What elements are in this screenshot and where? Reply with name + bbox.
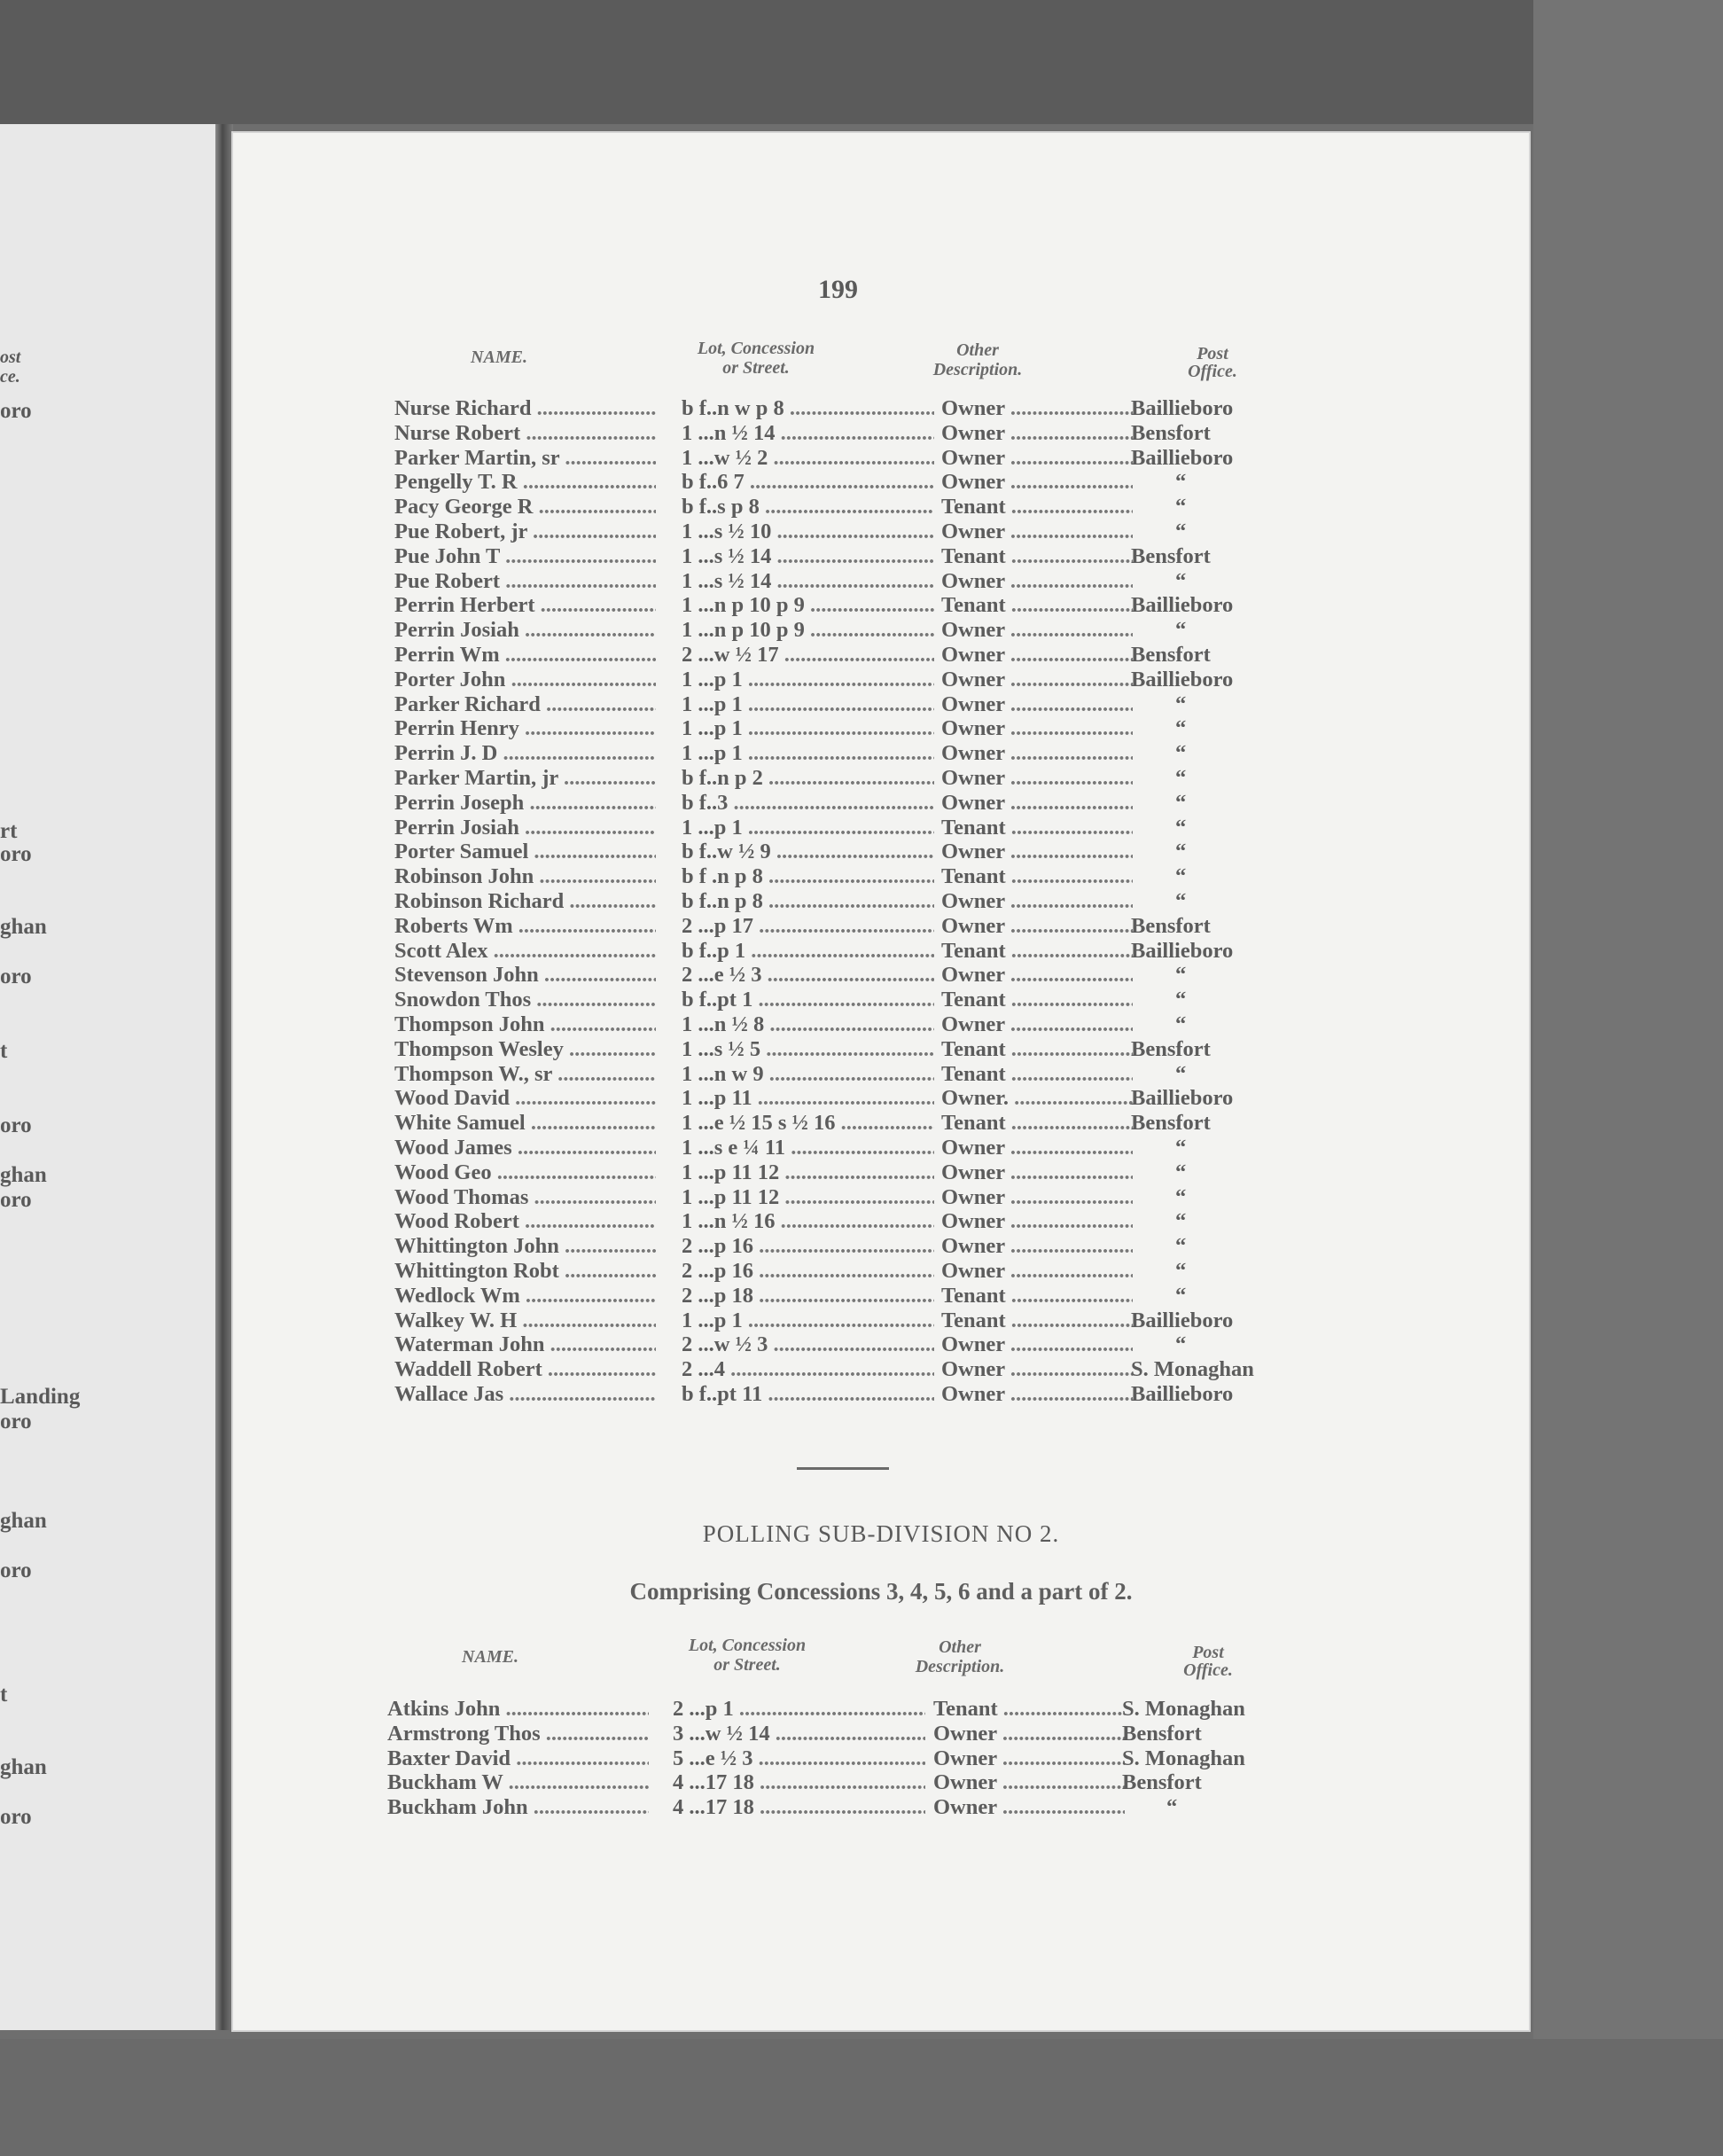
lot-concession: b f..n p 2 .....: [682, 766, 934, 791]
voter-name: Parker Martin, jr .....: [394, 766, 656, 791]
voter-name: Parker Richard .....: [394, 692, 656, 717]
voter-name: Wood James .....: [394, 1136, 656, 1160]
lot-concession: 1 ...n p 10 p 9 .....: [682, 618, 934, 643]
post-office: “: [1175, 1283, 1187, 1308]
description: Owner .....: [941, 692, 1133, 717]
description: Owner .....: [941, 914, 1133, 939]
post-office: Bensfort: [1131, 1111, 1211, 1136]
voter-row: [233, 569, 1529, 594]
left-page-text-fragment: t: [0, 1683, 8, 1707]
post-office: “: [1175, 691, 1187, 716]
voter-name: Wood Robert .....: [394, 1209, 656, 1234]
section-divider: [797, 1467, 889, 1470]
description: Owner .....: [941, 1012, 1133, 1037]
lot-concession: 1 ...s ½ 10 .....: [682, 519, 934, 544]
post-office: “: [1175, 470, 1187, 495]
post-office: “: [1175, 766, 1187, 790]
header-lot-line2: or Street.: [713, 1655, 781, 1675]
left-page-text-fragment: ghan: [0, 915, 47, 939]
description: Owner .....: [941, 766, 1133, 791]
lot-concession: 2 ...e ½ 3 .....: [682, 963, 934, 988]
description: Owner .....: [941, 1160, 1133, 1185]
voter-name: Scott Alex .....: [394, 939, 656, 964]
voter-row: [233, 791, 1529, 816]
lot-concession: 1 ...s ½ 5 .....: [682, 1037, 934, 1062]
description: Owner .....: [941, 840, 1133, 864]
post-office: Bensfort: [1131, 543, 1211, 568]
header-lot-line2: or Street.: [722, 358, 790, 378]
lot-concession: 1 ...n ½ 14 .....: [682, 421, 934, 446]
voter-row: [233, 1111, 1529, 1136]
post-office: Baillieboro: [1131, 1086, 1234, 1111]
voter-name: Perrin Josiah .....: [394, 816, 656, 840]
post-office: S. Monaghan: [1122, 1697, 1245, 1721]
voter-row: [233, 1382, 1529, 1407]
lot-concession: 1 ...p 1 .....: [682, 692, 934, 717]
lot-concession: b f..pt 11 .....: [682, 1382, 934, 1407]
voter-name: Buckham John .....: [387, 1795, 649, 1820]
post-office: “: [1175, 519, 1187, 543]
header-lot-line1: Lot, Concession: [697, 339, 815, 358]
left-page-text-fragment: oro: [0, 842, 32, 866]
post-office: Bensfort: [1122, 1770, 1202, 1795]
left-page-text-fragment: oro: [0, 1113, 32, 1137]
voter-row: [233, 1746, 1529, 1771]
voter-row: [233, 1037, 1529, 1062]
header-name: NAME.: [471, 348, 527, 367]
header-lot-line1: Lot, Concession: [688, 1636, 807, 1655]
post-office: “: [1175, 963, 1187, 988]
header-name: NAME.: [462, 1647, 518, 1667]
lot-concession: 1 ...p 1 .....: [682, 741, 934, 766]
lot-concession: 2 ...4 .....: [682, 1357, 934, 1382]
description: Owner .....: [933, 1722, 1125, 1746]
lot-concession: b f..p 1 .....: [682, 939, 934, 964]
left-page-text-fragment: ghan: [0, 1163, 47, 1187]
voter-row: [233, 816, 1529, 840]
post-office: “: [1175, 716, 1187, 741]
post-office: S. Monaghan: [1131, 1357, 1254, 1382]
post-office: Baillieboro: [1131, 593, 1234, 618]
description: Owner .....: [941, 396, 1133, 421]
voter-row: [233, 1012, 1529, 1037]
section-title: POLLING SUB-DIVISION NO 2.: [702, 1520, 1060, 1547]
post-office: “: [1175, 1259, 1187, 1283]
left-page-text-fragment: ost: [0, 348, 21, 367]
description: Owner .....: [941, 1357, 1133, 1382]
header-desc-line1: Other: [956, 340, 999, 360]
description: Owner .....: [941, 643, 1133, 668]
voter-row: [233, 1062, 1529, 1087]
voter-row: [233, 446, 1529, 471]
register-page: [233, 133, 1529, 2030]
lot-concession: b f .n p 8 .....: [682, 864, 934, 889]
lot-concession: 1 ...s ½ 14 .....: [682, 569, 934, 594]
voter-name: Snowdon Thos .....: [394, 988, 656, 1012]
description: Owner .....: [941, 791, 1133, 816]
page-number: 199: [818, 275, 858, 304]
description: Tenant .....: [941, 495, 1133, 519]
left-page-text-fragment: ghan: [0, 1509, 47, 1533]
voter-name: Roberts Wm .....: [394, 914, 656, 939]
description: Tenant .....: [941, 816, 1133, 840]
description: Owner .....: [941, 1382, 1133, 1407]
post-office: Baillieboro: [1131, 445, 1234, 470]
description: Tenant .....: [941, 1111, 1133, 1136]
description: Owner .....: [941, 741, 1133, 766]
voter-name: Perrin Josiah .....: [394, 618, 656, 643]
voter-row: [233, 1284, 1529, 1308]
description: Owner .....: [941, 1185, 1133, 1210]
left-page-text-fragment: t: [0, 1039, 8, 1063]
book-gutter: [215, 124, 233, 2030]
description: Owner .....: [941, 1234, 1133, 1259]
description: Tenant .....: [941, 988, 1133, 1012]
voter-name: Buckham W .....: [387, 1770, 649, 1795]
voter-name: Porter John .....: [394, 668, 656, 692]
lot-concession: 5 ...e ½ 3 .....: [673, 1746, 925, 1771]
lot-concession: 1 ...s e ¼ 11 .....: [682, 1136, 934, 1160]
voter-row: [233, 544, 1529, 569]
scanner-right-border: [1533, 0, 1723, 2156]
left-page-text-fragment: oro: [0, 1558, 32, 1582]
description: Owner .....: [941, 569, 1133, 594]
post-office: “: [1175, 1136, 1187, 1160]
description: Owner .....: [933, 1770, 1125, 1795]
voter-row: [233, 1722, 1529, 1746]
section-subtitle: Comprising Concessions 3, 4, 5, 6 and a part of 2.: [629, 1578, 1133, 1605]
lot-concession: 1 ...e ½ 15 s ½ 16 .....: [682, 1111, 934, 1136]
lot-concession: 4 ...17 18 .....: [673, 1795, 925, 1820]
lot-concession: 1 ...n p 10 p 9 .....: [682, 593, 934, 618]
description: Owner .....: [933, 1795, 1125, 1820]
voter-name: Wallace Jas .....: [394, 1382, 656, 1407]
post-office: “: [1175, 741, 1187, 766]
header-desc-line2: Description.: [932, 360, 1023, 379]
voter-row: [233, 963, 1529, 988]
voter-row: [233, 1795, 1529, 1820]
post-office: Baillieboro: [1131, 1308, 1234, 1332]
voter-name: Robinson John .....: [394, 864, 656, 889]
voter-row: [233, 668, 1529, 692]
post-office: Baillieboro: [1131, 396, 1234, 420]
description: Owner .....: [933, 1746, 1125, 1771]
voter-name: Pue John T .....: [394, 544, 656, 569]
voter-name: Perrin Henry .....: [394, 716, 656, 741]
header-post-line2: Office.: [1188, 362, 1237, 381]
lot-concession: b f..6 7 .....: [682, 470, 934, 495]
post-office: S. Monaghan: [1122, 1746, 1245, 1770]
voter-row: [233, 889, 1529, 914]
lot-concession: 2 ...p 17 .....: [682, 914, 934, 939]
voter-row: [233, 421, 1529, 446]
left-page-text-fragment: ce.: [0, 367, 20, 387]
voter-row: [233, 643, 1529, 668]
lot-concession: 1 ...p 11 12 .....: [682, 1185, 934, 1210]
left-page-text-fragment: oro: [0, 1805, 32, 1829]
voter-row: [233, 1234, 1529, 1259]
post-office: Bensfort: [1131, 1036, 1211, 1061]
post-office: “: [1175, 1184, 1187, 1209]
voter-name: Walkey W. H .....: [394, 1308, 656, 1333]
post-office: “: [1175, 864, 1187, 889]
post-office: “: [1175, 889, 1187, 913]
voter-name: Perrin Herbert .....: [394, 593, 656, 618]
post-office: “: [1175, 568, 1187, 593]
scanner-bottom-border: [0, 2039, 1723, 2156]
description: Owner .....: [941, 618, 1133, 643]
description: Tenant .....: [941, 1308, 1133, 1333]
lot-concession: b f..3 .....: [682, 791, 934, 816]
post-office: Bensfort: [1131, 643, 1211, 667]
post-office: “: [1175, 1332, 1187, 1357]
post-office: “: [1175, 1234, 1187, 1259]
left-page-text-fragment: oro: [0, 1410, 32, 1433]
description: Owner .....: [941, 889, 1133, 914]
voter-name: Stevenson John .....: [394, 963, 656, 988]
post-office: Bensfort: [1122, 1721, 1202, 1746]
voter-name: Armstrong Thos .....: [387, 1722, 649, 1746]
lot-concession: 1 ...w ½ 2 .....: [682, 446, 934, 471]
lot-concession: 2 ...w ½ 3 .....: [682, 1332, 934, 1357]
voter-row: [233, 741, 1529, 766]
post-office: “: [1175, 840, 1187, 864]
voter-row: [233, 495, 1529, 519]
voter-name: Perrin J. D .....: [394, 741, 656, 766]
left-page-text-fragment: ghan: [0, 1755, 47, 1779]
voter-name: Atkins John .....: [387, 1697, 649, 1722]
voter-name: Pacy George R .....: [394, 495, 656, 519]
description: Tenant .....: [941, 1062, 1133, 1087]
post-office: Bensfort: [1131, 420, 1211, 445]
voter-row: [233, 1160, 1529, 1185]
voter-name: Thompson W., sr .....: [394, 1062, 656, 1087]
voter-name: Pue Robert .....: [394, 569, 656, 594]
voter-row: [233, 716, 1529, 741]
voter-row: [233, 1770, 1529, 1795]
voter-name: Wood David .....: [394, 1086, 656, 1111]
voter-row: [233, 864, 1529, 889]
voter-row: [233, 593, 1529, 618]
post-office: “: [1175, 1209, 1187, 1234]
voter-name: Wedlock Wm .....: [394, 1284, 656, 1308]
lot-concession: 1 ...p 1 .....: [682, 716, 934, 741]
description: Owner .....: [941, 446, 1133, 471]
post-office: “: [1175, 988, 1187, 1012]
lot-concession: b f..n w p 8 .....: [682, 396, 934, 421]
lot-concession: 1 ...n ½ 16 .....: [682, 1209, 934, 1234]
lot-concession: b f..s p 8 .....: [682, 495, 934, 519]
post-office: Baillieboro: [1131, 938, 1234, 963]
lot-concession: b f..w ½ 9 .....: [682, 840, 934, 864]
lot-concession: 1 ...p 1 .....: [682, 1308, 934, 1333]
voter-name: Wood Geo .....: [394, 1160, 656, 1185]
voter-name: Pue Robert, jr .....: [394, 519, 656, 544]
voter-row: [233, 618, 1529, 643]
voter-name: White Samuel .....: [394, 1111, 656, 1136]
voter-name: Perrin Joseph .....: [394, 791, 656, 816]
header-desc-line2: Description.: [915, 1657, 1005, 1676]
post-office: “: [1175, 495, 1187, 519]
description: Owner .....: [941, 963, 1133, 988]
scanner-top-border: [0, 0, 1723, 124]
voter-name: Whittington John .....: [394, 1234, 656, 1259]
post-office: Baillieboro: [1131, 667, 1234, 691]
description: Owner .....: [941, 668, 1133, 692]
voter-name: Whittington Robt .....: [394, 1259, 656, 1284]
lot-concession: 2 ...w ½ 17 .....: [682, 643, 934, 668]
lot-concession: 2 ...p 1 .....: [673, 1697, 925, 1722]
post-office: “: [1166, 1795, 1178, 1820]
lot-concession: 2 ...p 16 .....: [682, 1259, 934, 1284]
voter-row: [233, 1332, 1529, 1357]
voter-row: [233, 1209, 1529, 1234]
lot-concession: 1 ...p 11 12 .....: [682, 1160, 934, 1185]
post-office: “: [1175, 1160, 1187, 1184]
left-facing-page: [0, 124, 217, 2030]
voter-row: [233, 1086, 1529, 1111]
lot-concession: 1 ...s ½ 14 .....: [682, 544, 934, 569]
lot-concession: 1 ...p 1 .....: [682, 816, 934, 840]
description: Tenant .....: [933, 1697, 1125, 1722]
voter-name: Porter Samuel .....: [394, 840, 656, 864]
description: Owner .....: [941, 421, 1133, 446]
post-office: “: [1175, 1012, 1187, 1036]
description: Owner. .....: [941, 1086, 1133, 1111]
lot-concession: 3 ...w ½ 14 .....: [673, 1722, 925, 1746]
voter-row: [233, 1357, 1529, 1382]
lot-concession: 4 ...17 18 .....: [673, 1770, 925, 1795]
lot-concession: b f..n p 8 .....: [682, 889, 934, 914]
lot-concession: b f..pt 1 .....: [682, 988, 934, 1012]
voter-name: Waterman John .....: [394, 1332, 656, 1357]
header-post-line1: Post: [1192, 1643, 1224, 1662]
voter-row: [233, 396, 1529, 421]
left-page-text-fragment: rt: [0, 819, 18, 843]
voter-row: [233, 470, 1529, 495]
description: Tenant .....: [941, 593, 1133, 618]
voter-name: Thompson Wesley .....: [394, 1037, 656, 1062]
description: Tenant .....: [941, 939, 1133, 964]
voter-row: [233, 1136, 1529, 1160]
voter-row: [233, 692, 1529, 717]
left-page-text-fragment: oro: [0, 1188, 32, 1212]
description: Tenant .....: [941, 1037, 1133, 1062]
voter-name: Nurse Robert .....: [394, 421, 656, 446]
voter-row: [233, 1308, 1529, 1333]
voter-row: [233, 988, 1529, 1012]
post-office: “: [1175, 790, 1187, 815]
post-office: Baillieboro: [1131, 1382, 1234, 1406]
lot-concession: 2 ...p 16 .....: [682, 1234, 934, 1259]
lot-concession: 2 ...p 18 .....: [682, 1284, 934, 1308]
left-page-text-fragment: oro: [0, 965, 32, 988]
post-office: “: [1175, 618, 1187, 643]
voter-name: Wood Thomas .....: [394, 1185, 656, 1210]
description: Owner .....: [941, 1332, 1133, 1357]
voter-row: [233, 914, 1529, 939]
left-page-text-fragment: oro: [0, 399, 32, 423]
voter-name: Waddell Robert .....: [394, 1357, 656, 1382]
voter-name: Robinson Richard .....: [394, 889, 656, 914]
lot-concession: 1 ...p 11 .....: [682, 1086, 934, 1111]
voter-name: Baxter David .....: [387, 1746, 649, 1771]
voter-name: Thompson John .....: [394, 1012, 656, 1037]
description: Owner .....: [941, 519, 1133, 544]
lot-concession: 1 ...n w 9 .....: [682, 1062, 934, 1087]
post-office: “: [1175, 1061, 1187, 1086]
description: Owner .....: [941, 1136, 1133, 1160]
voter-name: Parker Martin, sr .....: [394, 446, 656, 471]
voter-row: [233, 939, 1529, 964]
post-office: Bensfort: [1131, 913, 1211, 938]
description: Owner .....: [941, 1259, 1133, 1284]
header-desc-line1: Other: [939, 1637, 981, 1657]
voter-row: [233, 1697, 1529, 1722]
voter-name: Perrin Wm .....: [394, 643, 656, 668]
voter-row: [233, 1185, 1529, 1210]
description: Tenant .....: [941, 1284, 1133, 1308]
voter-row: [233, 840, 1529, 864]
description: Tenant .....: [941, 864, 1133, 889]
voter-row: [233, 1259, 1529, 1284]
header-post-line2: Office.: [1183, 1660, 1233, 1680]
lot-concession: 1 ...p 1 .....: [682, 668, 934, 692]
description: Tenant .....: [941, 544, 1133, 569]
left-page-text-fragment: Landing: [0, 1385, 81, 1409]
voter-name: Pengelly T. R .....: [394, 470, 656, 495]
lot-concession: 1 ...n ½ 8 .....: [682, 1012, 934, 1037]
voter-name: Nurse Richard .....: [394, 396, 656, 421]
description: Owner .....: [941, 470, 1133, 495]
post-office: “: [1175, 815, 1187, 840]
description: Owner .....: [941, 716, 1133, 741]
voter-row: [233, 519, 1529, 544]
header-post-line1: Post: [1197, 344, 1228, 363]
description: Owner .....: [941, 1209, 1133, 1234]
voter-row: [233, 766, 1529, 791]
